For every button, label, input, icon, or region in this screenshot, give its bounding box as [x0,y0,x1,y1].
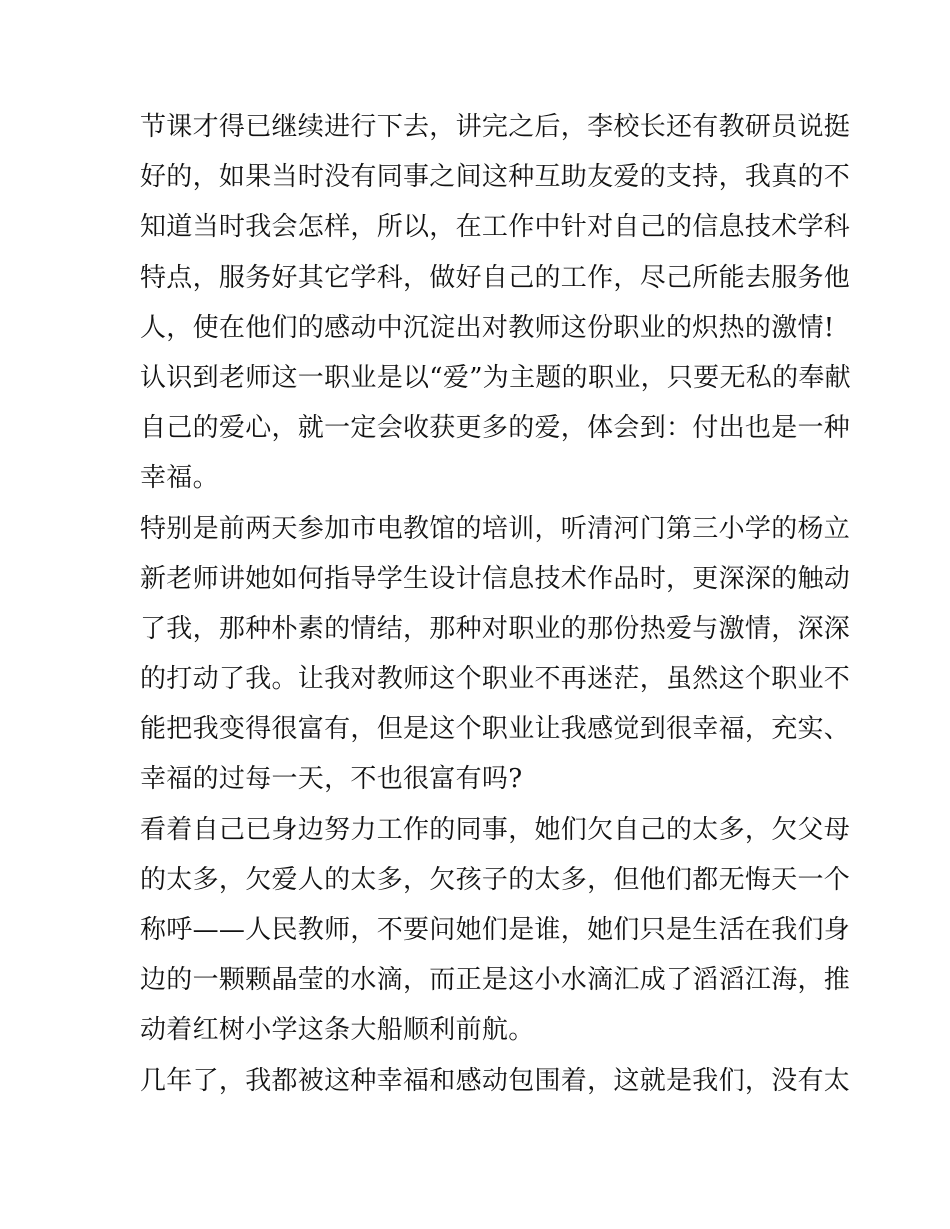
text-line: 了我，那种朴素的情结，那种对职业的那份热爱与激情，深深 [140,613,851,644]
text-line: 称呼——人民教师，不要问她们是谁，她们只是生活在我们身 [140,915,851,945]
text-line: 能把我变得很富有，但是这个职业让我感觉到很幸福，充实、 [140,714,851,745]
text-line: 看着自己已身边努力工作的同事，她们欠自己的太多，欠父母 [140,814,851,845]
text-line: 节课才得已继续进行下去，讲完之后，李校长还有教研员说挺 [140,112,851,142]
text-line: 认识到老师这一职业是以“爱”为主题的职业，只要无私的奉献 [140,362,851,393]
text-line: 新老师讲她如何指导学生设计信息技术作品时，更深深的触动 [140,563,851,594]
text-line: 边的一颗颗晶莹的水滴，而正是这小水滴汇成了滔滔江海，推 [140,965,851,996]
text-line: 知道当时我会怎样，所以，在工作中针对自己的信息技术学科 [140,212,851,243]
text-line: 特点，服务好其它学科，做好自己的工作，尽己所能去服务他 [140,262,851,293]
text-line: 自己的爱心，就一定会收获更多的爱，体会到：付出也是一种 [140,413,851,444]
text-line: 特别是前两天参加市电教馆的培训，听清河门第三小学的杨立 [140,513,851,544]
text-line: 动着红树小学这条大船顺利前航。 [140,1015,535,1046]
text-line: 幸福。 [140,463,219,494]
text-line: 几年了，我都被这种幸福和感动包围着，这就是我们，没有太 [140,1065,851,1096]
text-line: 的太多，欠爱人的太多，欠孩子的太多，但他们都无悔天一个 [140,864,851,895]
text-line: 人，使在他们的感动中沉淀出对教师这份职业的炽热的激情! [140,312,835,343]
text-line: 幸福的过每一天，不也很富有吗? [140,764,523,795]
document-body [140,102,851,1106]
text-line: 的打动了我。让我对教师这个职业不再迷茫，虽然这个职业不 [140,664,851,695]
text-line: 好的，如果当时没有同事之间这种互助友爱的支持，我真的不 [140,162,851,193]
